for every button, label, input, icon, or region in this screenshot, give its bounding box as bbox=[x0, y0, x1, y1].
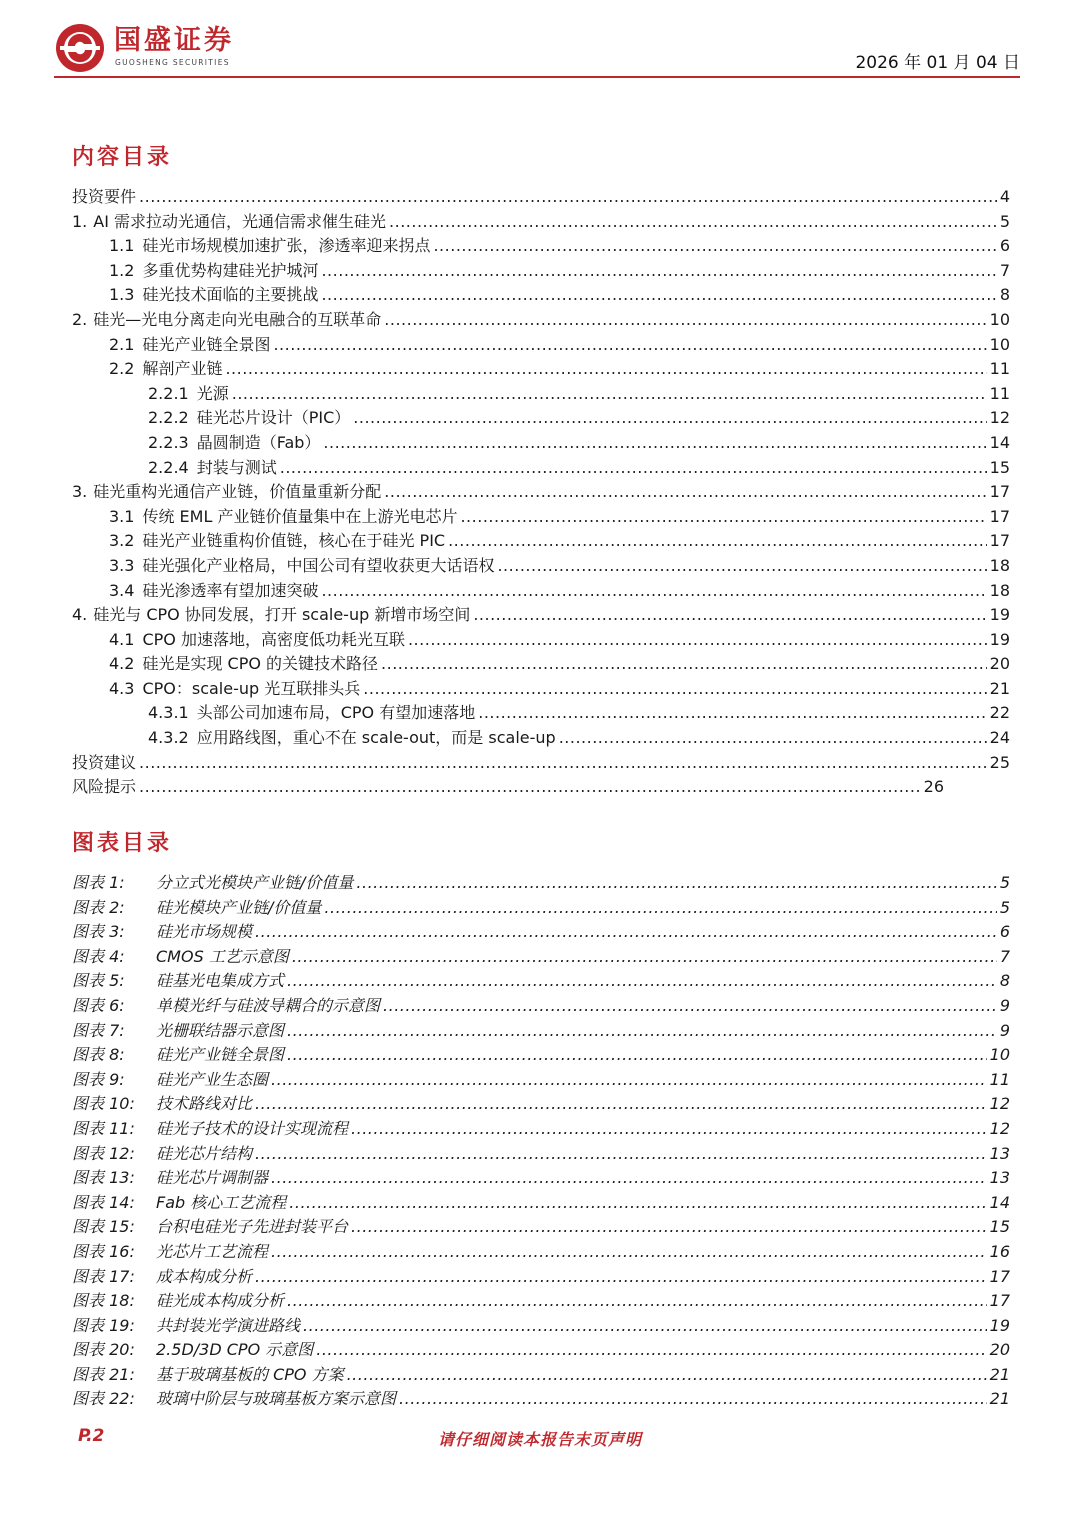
toc-leader-dots bbox=[271, 1166, 987, 1191]
toc-entry-page: 10 bbox=[989, 309, 1010, 329]
figures-list bbox=[72, 871, 1010, 1412]
report-date: 2026 年 01 月 04 日 bbox=[855, 53, 1020, 73]
toc-leader-dots bbox=[287, 1019, 997, 1044]
toc-entry-number: 4.3.2 bbox=[148, 728, 189, 748]
toc-leader-dots bbox=[353, 406, 986, 431]
toc-entry-title: 晶圆制造（Fab） bbox=[196, 432, 321, 452]
toc-entry-title: 应用路线图，重心不在 scale-out，而是 scale-up bbox=[196, 728, 556, 748]
figure-entry[interactable] bbox=[72, 1240, 1010, 1265]
toc-entry[interactable] bbox=[72, 185, 1010, 210]
toc-entry-number: 1.3 bbox=[109, 285, 135, 305]
toc-entry-number: 2.2.2 bbox=[148, 408, 189, 428]
toc-entry[interactable] bbox=[72, 382, 1010, 407]
brand-name-en: GUOSHENG SECURITIES bbox=[115, 58, 230, 67]
toc-entry-title: 投资建议 bbox=[72, 752, 137, 772]
figure-label: 图表 13: bbox=[72, 1168, 135, 1188]
figure-label: 图表 20: bbox=[72, 1340, 135, 1360]
toc-entry[interactable] bbox=[72, 701, 1010, 726]
toc-leader-dots bbox=[280, 456, 987, 481]
toc-entry-number: 4.3 bbox=[109, 678, 135, 698]
header-divider bbox=[54, 76, 1020, 78]
toc-entry-title: CPO：scale-up 光互联排头兵 bbox=[142, 678, 361, 698]
figure-page: 8 bbox=[999, 971, 1010, 991]
toc-entry[interactable] bbox=[72, 554, 1010, 579]
figure-label: 图表 22: bbox=[72, 1389, 135, 1409]
figure-label: 图表 8: bbox=[72, 1045, 125, 1065]
toc-leader-dots bbox=[433, 234, 996, 259]
toc-entry[interactable] bbox=[72, 333, 1010, 358]
toc-entry[interactable] bbox=[72, 751, 1010, 776]
toc-leader-dots bbox=[324, 896, 996, 921]
toc-leader-dots bbox=[321, 283, 996, 308]
toc-leader-dots bbox=[292, 945, 997, 970]
toc-leader-dots bbox=[321, 579, 986, 604]
figure-title: 技术路线对比 bbox=[156, 1094, 253, 1114]
toc-leader-dots bbox=[271, 1068, 987, 1093]
toc-entry-page: 15 bbox=[989, 457, 1010, 477]
figure-entry[interactable] bbox=[72, 1215, 1010, 1240]
figure-title: 硅光子技术的设计实现流程 bbox=[156, 1118, 349, 1138]
toc-entry-number: 4.3.1 bbox=[148, 703, 189, 723]
toc-entry-number: 4.2 bbox=[109, 654, 135, 674]
toc-entry-title: 硅光—光电分离走向光电融合的互联革命 bbox=[93, 309, 382, 329]
toc-entry-title: 解剖产业链 bbox=[142, 359, 223, 379]
toc-leader-dots bbox=[303, 1314, 987, 1339]
toc-entry-page: 20 bbox=[989, 654, 1010, 674]
toc-leader-dots bbox=[383, 994, 997, 1019]
figure-label: 图表 3: bbox=[72, 922, 125, 942]
toc-entry-title: 风险提示 bbox=[72, 777, 137, 797]
toc-entry-title: 硅光强化产业格局，中国公司有望收获更大话语权 bbox=[142, 555, 495, 575]
toc-entry[interactable] bbox=[72, 677, 1010, 702]
toc-leader-dots bbox=[323, 431, 986, 456]
toc-entry[interactable] bbox=[72, 456, 1010, 481]
figure-title: 光栅联结器示意图 bbox=[156, 1020, 285, 1040]
figure-entry[interactable] bbox=[72, 1068, 1010, 1093]
figure-label: 图表 17: bbox=[72, 1266, 135, 1286]
figure-entry[interactable] bbox=[72, 1117, 1010, 1142]
figure-title: 硅光芯片结构 bbox=[156, 1143, 253, 1163]
toc-leader-dots bbox=[255, 1265, 987, 1290]
figure-entry[interactable] bbox=[72, 945, 1010, 970]
toc-entry-number: 2.2.4 bbox=[148, 457, 189, 477]
figure-label: 图表 12: bbox=[72, 1143, 135, 1163]
figure-entry[interactable] bbox=[72, 1265, 1010, 1290]
toc-entry-title: 封装与测试 bbox=[196, 457, 277, 477]
figure-title: 基于玻璃基板的 CPO 方案 bbox=[156, 1364, 344, 1384]
toc-entry-title: 硅光是实现 CPO 的关键技术路径 bbox=[142, 654, 379, 674]
figure-title: CMOS 工艺示意图 bbox=[156, 946, 289, 966]
toc-entry-page: 11 bbox=[989, 359, 1010, 379]
toc-leader-dots bbox=[255, 1092, 987, 1117]
figure-entry[interactable] bbox=[72, 1387, 1010, 1412]
figure-page: 15 bbox=[989, 1217, 1010, 1237]
toc-entry-number: 2.2.1 bbox=[148, 383, 189, 403]
toc-entry-title: CPO 加速落地，高密度低功耗光互联 bbox=[142, 629, 405, 649]
toc-entry-title: 投资要件 bbox=[72, 187, 137, 206]
toc-entry-title: 多重优势构建硅光护城河 bbox=[142, 260, 319, 280]
figure-title: 硅光模块产业链/价值量 bbox=[156, 897, 322, 917]
figure-label: 图表 5: bbox=[72, 971, 125, 991]
figure-page: 9 bbox=[999, 995, 1010, 1015]
figure-page: 21 bbox=[989, 1364, 1010, 1384]
toc-entry-title: 硅光芯片设计（PIC） bbox=[196, 408, 351, 428]
disclaimer-note: 请仔细阅读本报告末页声明 bbox=[437, 1430, 642, 1449]
toc-leader-dots bbox=[225, 357, 986, 382]
figure-page: 9 bbox=[999, 1020, 1010, 1040]
toc-entry-page: 22 bbox=[989, 703, 1010, 723]
toc-entry-page: 18 bbox=[989, 555, 1010, 575]
figure-title: 玻璃中阶层与玻璃基板方案示意图 bbox=[156, 1389, 397, 1409]
figure-label: 图表 6: bbox=[72, 995, 125, 1015]
toc-entry-page: 19 bbox=[989, 629, 1010, 649]
toc-entry-page: 7 bbox=[999, 260, 1010, 280]
toc-entry-title: 硅光与 CPO 协同发展，打开 scale-up 新增市场空间 bbox=[93, 605, 471, 625]
toc-entry-page: 17 bbox=[989, 531, 1010, 551]
toc-leader-dots bbox=[559, 726, 987, 751]
figure-label: 图表 15: bbox=[72, 1217, 135, 1237]
figure-entry[interactable] bbox=[72, 969, 1010, 994]
figure-label: 图表 2: bbox=[72, 897, 125, 917]
figure-label: 图表 9: bbox=[72, 1069, 125, 1089]
toc-entry-page: 14 bbox=[989, 432, 1010, 452]
figure-label: 图表 10: bbox=[72, 1094, 135, 1114]
toc-leader-dots bbox=[478, 701, 986, 726]
figure-title: 硅光产业链全景图 bbox=[156, 1045, 285, 1065]
toc-entry-number: 4.1 bbox=[109, 629, 135, 649]
toc-entry-title: 硅光市场规模加速扩张，渗透率迎来拐点 bbox=[142, 236, 431, 256]
toc-entry-page: 4 bbox=[999, 187, 1010, 206]
figure-entry[interactable] bbox=[72, 1314, 1010, 1339]
toc-entry[interactable] bbox=[72, 628, 1010, 653]
figure-page: 21 bbox=[989, 1389, 1010, 1409]
toc-leader-dots bbox=[497, 554, 986, 579]
figure-page: 14 bbox=[989, 1192, 1010, 1212]
toc-entry-number: 4. bbox=[72, 605, 88, 625]
toc-entry-page: 5 bbox=[999, 211, 1010, 231]
toc-entry[interactable] bbox=[72, 775, 944, 800]
figure-title: 硅光产业生态圈 bbox=[156, 1069, 269, 1089]
figure-label: 图表 16: bbox=[72, 1241, 135, 1261]
figure-entry[interactable] bbox=[72, 1142, 1010, 1167]
figure-page: 11 bbox=[989, 1069, 1010, 1089]
figure-page: 19 bbox=[989, 1315, 1010, 1335]
toc-entry-page: 19 bbox=[989, 605, 1010, 625]
figure-page: 6 bbox=[999, 922, 1010, 942]
toc-entry-title: 硅光渗透率有望加速突破 bbox=[142, 580, 319, 600]
toc-entry-page: 24 bbox=[989, 728, 1010, 748]
figure-label: 图表 19: bbox=[72, 1315, 135, 1335]
toc-leader-dots bbox=[351, 1117, 987, 1142]
toc-leader-dots bbox=[255, 1142, 987, 1167]
toc-leader-dots bbox=[289, 1191, 986, 1216]
toc-entry-page: 8 bbox=[999, 285, 1010, 305]
toc-leader-dots bbox=[389, 210, 997, 235]
toc-leader-dots bbox=[232, 382, 987, 407]
toc-entry-page: 25 bbox=[989, 752, 1010, 772]
toc-leader-dots bbox=[273, 333, 986, 358]
figure-entry[interactable] bbox=[72, 871, 1010, 896]
toc-entry[interactable] bbox=[72, 726, 1010, 751]
toc-entry-page: 12 bbox=[989, 408, 1010, 428]
figure-page: 5 bbox=[999, 897, 1010, 917]
toc-leader-dots bbox=[139, 751, 987, 776]
toc-entry-page: 18 bbox=[989, 580, 1010, 600]
toc-leader-dots bbox=[399, 1387, 987, 1412]
toc-entry-title: 传统 EML 产业链价值量集中在上游光电芯片 bbox=[142, 506, 458, 526]
figure-title: 2.5D/3D CPO 示意图 bbox=[156, 1340, 314, 1360]
figure-page: 16 bbox=[989, 1241, 1010, 1261]
toc-entry-number: 2. bbox=[72, 309, 88, 329]
figure-entry[interactable] bbox=[72, 1019, 1010, 1044]
figure-entry[interactable] bbox=[72, 896, 1010, 921]
figure-page: 12 bbox=[989, 1094, 1010, 1114]
toc-entry[interactable] bbox=[72, 357, 1010, 382]
figure-page: 13 bbox=[989, 1168, 1010, 1188]
figure-title: 共封装光学演进路线 bbox=[156, 1315, 301, 1335]
toc-leader-dots bbox=[287, 969, 997, 994]
toc-leader-dots bbox=[316, 1338, 986, 1363]
figure-entry[interactable] bbox=[72, 994, 1010, 1019]
page-number: P.2 bbox=[78, 1426, 105, 1446]
toc-leader-dots bbox=[139, 775, 921, 800]
toc-entry-page: 17 bbox=[989, 482, 1010, 502]
figure-entry[interactable] bbox=[72, 1092, 1010, 1117]
figure-page: 12 bbox=[989, 1118, 1010, 1138]
toc-entry-number: 2.1 bbox=[109, 334, 135, 354]
toc-entry[interactable] bbox=[72, 579, 1010, 604]
figure-page: 5 bbox=[999, 873, 1010, 892]
figure-title: 成本构成分析 bbox=[156, 1266, 253, 1286]
toc-entry[interactable] bbox=[72, 603, 1010, 628]
toc-entry[interactable] bbox=[72, 234, 1010, 259]
toc-leader-dots bbox=[321, 259, 996, 284]
figure-label: 图表 14: bbox=[72, 1192, 135, 1212]
toc-entry-title: AI 需求拉动光通信，光通信需求催生硅光 bbox=[93, 211, 387, 231]
toc-entry-title: 硅光产业链重构价值链，核心在于硅光 PIC bbox=[142, 531, 446, 551]
figure-entry[interactable] bbox=[72, 1191, 1010, 1216]
toc-entry-title: 硅光技术面临的主要挑战 bbox=[142, 285, 319, 305]
toc-leader-dots bbox=[139, 185, 997, 210]
figure-label: 图表 7: bbox=[72, 1020, 125, 1040]
figure-page: 7 bbox=[999, 946, 1010, 966]
figure-page: 13 bbox=[989, 1143, 1010, 1163]
contents-list bbox=[72, 185, 1010, 800]
toc-leader-dots bbox=[347, 1363, 987, 1388]
toc-leader-dots bbox=[384, 308, 986, 333]
toc-entry-page: 11 bbox=[989, 383, 1010, 403]
figure-label: 图表 18: bbox=[72, 1291, 135, 1311]
page-header bbox=[54, 20, 1020, 76]
toc-leader-dots bbox=[384, 480, 986, 505]
toc-entry-number: 3.2 bbox=[109, 531, 135, 551]
figure-entry[interactable] bbox=[72, 1166, 1010, 1191]
figure-label: 图表 11: bbox=[72, 1118, 135, 1138]
figure-title: 光芯片工艺流程 bbox=[156, 1241, 269, 1261]
toc-leader-dots bbox=[408, 628, 987, 653]
toc-entry-title: 头部公司加速布局，CPO 有望加速落地 bbox=[196, 703, 476, 723]
figure-title: 硅光成本构成分析 bbox=[156, 1291, 285, 1311]
toc-entry[interactable] bbox=[72, 505, 1010, 530]
toc-leader-dots bbox=[287, 1289, 987, 1314]
figure-entry[interactable] bbox=[72, 1043, 1010, 1068]
figure-page: 17 bbox=[989, 1266, 1010, 1286]
figure-title: 分立式光模块产业链/价值量 bbox=[156, 873, 354, 892]
figure-label: 图表 21: bbox=[72, 1364, 135, 1384]
figure-label: 图表 4: bbox=[72, 946, 125, 966]
figure-entry[interactable] bbox=[72, 1289, 1010, 1314]
figure-title: 硅基光电集成方式 bbox=[156, 971, 285, 991]
figures-title: 图表目录 bbox=[72, 831, 173, 856]
toc-entry[interactable] bbox=[72, 259, 1010, 284]
toc-entry[interactable] bbox=[72, 652, 1010, 677]
toc-entry[interactable] bbox=[72, 308, 1010, 333]
figure-page: 10 bbox=[989, 1045, 1010, 1065]
toc-entry[interactable] bbox=[72, 406, 1010, 431]
figure-title: 单模光纤与硅波导耦合的示意图 bbox=[156, 995, 381, 1015]
toc-entry-page: 21 bbox=[989, 678, 1010, 698]
guosheng-logo-icon bbox=[54, 22, 106, 74]
toc-leader-dots bbox=[363, 677, 986, 702]
figure-entry[interactable] bbox=[72, 1338, 1010, 1363]
toc-leader-dots bbox=[460, 505, 986, 530]
toc-leader-dots bbox=[255, 920, 997, 945]
toc-leader-dots bbox=[448, 529, 987, 554]
contents-title: 内容目录 bbox=[72, 145, 173, 170]
brand-name-cn: 国盛证券 bbox=[114, 25, 234, 56]
toc-entry[interactable] bbox=[72, 431, 1010, 456]
toc-entry[interactable] bbox=[72, 480, 1010, 505]
toc-entry-number: 2.2 bbox=[109, 359, 135, 379]
toc-entry-title: 硅光产业链全景图 bbox=[142, 334, 271, 354]
toc-entry-number: 1. bbox=[72, 211, 88, 231]
toc-leader-dots bbox=[351, 1215, 987, 1240]
toc-entry[interactable] bbox=[72, 283, 1010, 308]
toc-entry-number: 3.3 bbox=[109, 555, 135, 575]
figure-page: 17 bbox=[989, 1291, 1010, 1311]
toc-entry-page: 17 bbox=[989, 506, 1010, 526]
toc-leader-dots bbox=[473, 603, 986, 628]
figure-entry[interactable] bbox=[72, 920, 1010, 945]
toc-entry-number: 1.2 bbox=[109, 260, 135, 280]
figure-label: 图表 1: bbox=[72, 873, 125, 892]
toc-leader-dots bbox=[287, 1043, 987, 1068]
figure-title: 硅光市场规模 bbox=[156, 922, 253, 942]
figure-title: Fab 核心工艺流程 bbox=[156, 1192, 287, 1212]
toc-entry[interactable] bbox=[72, 529, 1010, 554]
toc-entry-page: 6 bbox=[999, 236, 1010, 256]
toc-leader-dots bbox=[381, 652, 987, 677]
figure-title: 硅光芯片调制器 bbox=[156, 1168, 269, 1188]
figure-title: 台积电硅光子先进封装平台 bbox=[156, 1217, 349, 1237]
toc-entry-number: 3.4 bbox=[109, 580, 135, 600]
figure-entry[interactable] bbox=[72, 1363, 1010, 1388]
toc-entry-page: 10 bbox=[989, 334, 1010, 354]
toc-leader-dots bbox=[271, 1240, 987, 1265]
toc-entry-page: 26 bbox=[923, 777, 944, 797]
figure-page: 20 bbox=[989, 1340, 1010, 1360]
toc-leader-dots bbox=[356, 871, 996, 896]
toc-entry-number: 1.1 bbox=[109, 236, 135, 256]
toc-entry-number: 3.1 bbox=[109, 506, 135, 526]
toc-entry[interactable] bbox=[72, 210, 1010, 235]
toc-entry-title: 光源 bbox=[196, 383, 229, 403]
toc-entry-number: 3. bbox=[72, 482, 88, 502]
toc-entry-title: 硅光重构光通信产业链，价值量重新分配 bbox=[93, 482, 382, 502]
toc-entry-number: 2.2.3 bbox=[148, 432, 189, 452]
